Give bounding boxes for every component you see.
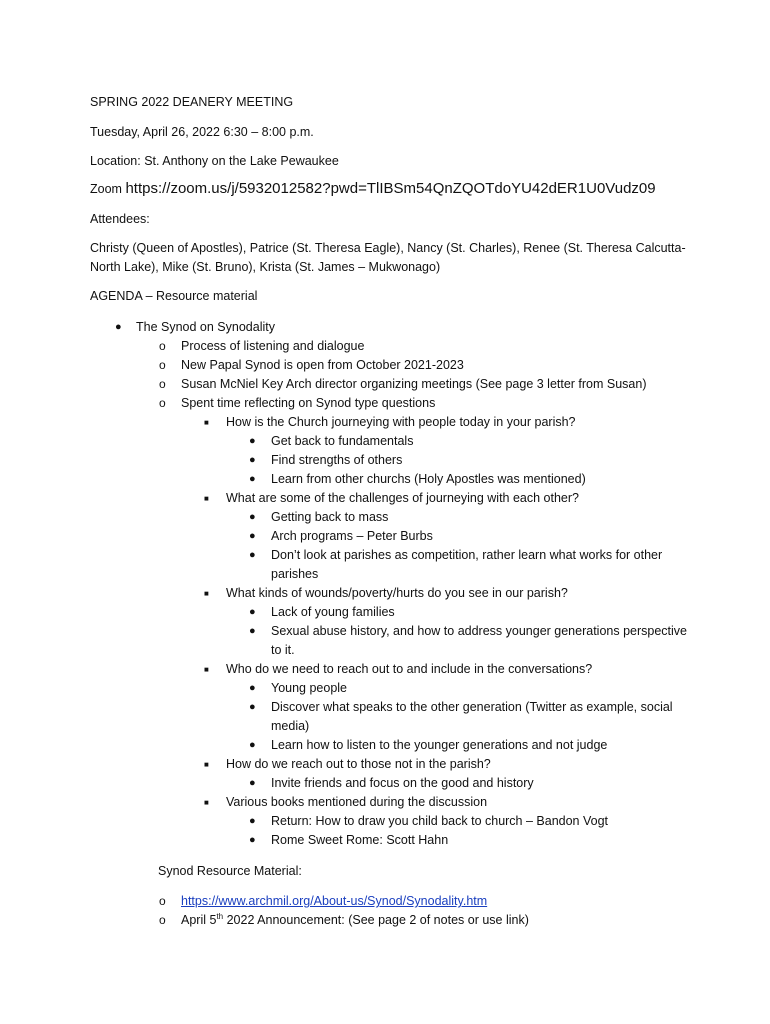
answer-item: ● Rome Sweet Rome: Scott Hahn [271, 831, 696, 850]
answer-item: ● Lack of young families [271, 603, 696, 622]
dot-bullet-icon: ● [249, 511, 256, 523]
dot-bullet-icon: ● [249, 777, 256, 789]
attendees-list: Christy (Queen of Apostles), Patrice (St. Theresa Eagle), Nancy (St. Charles), Renee (St. Theresa Calcutta-North Lake), Mike (St. Bruno), Krista (St. James – Mukwonago) [90, 241, 686, 274]
dot-bullet-icon: ● [249, 435, 256, 447]
agenda-heading: AGENDA – Resource material [90, 289, 258, 303]
synod-points [159, 337, 696, 850]
resources-list [159, 892, 681, 930]
zoom-line [90, 181, 656, 197]
answer-item: ● Learn how to listen to the younger generations and not judge [271, 736, 696, 755]
square-bullet-icon: ■ [204, 760, 209, 769]
list-item: o Susan McNiel Key Arch director organizing meetings (See page 3 letter from Susan) [181, 375, 696, 394]
zoom-label: Zoom [90, 182, 122, 196]
answer-list [249, 812, 696, 850]
dot-bullet-icon: ● [249, 454, 256, 466]
answer-item: ● Young people [271, 679, 696, 698]
answer-list [249, 679, 696, 755]
answer-item: ● Don’t look at parishes as competition, rather learn what works for other parishes [249, 548, 663, 581]
list-item [159, 911, 681, 930]
list-item: o New Papal Synod is open from October 2021-2023 [181, 356, 696, 375]
meeting-title: SPRING 2022 DEANERY MEETING [90, 95, 294, 109]
agenda-list [115, 318, 696, 850]
circle-bullet-icon: o [159, 339, 166, 353]
dot-bullet-icon: ● [249, 549, 256, 561]
answer-item: ● Getting back to mass [271, 508, 696, 527]
meeting-location: Location: St. Anthony on the Lake Pewaukee [90, 154, 339, 168]
dot-bullet-icon: ● [249, 739, 256, 751]
answer-list [249, 774, 696, 793]
dot-bullet-icon: ● [249, 834, 256, 846]
answer-item: ● Return: How to draw you child back to church – Bandon Vogt [271, 812, 696, 831]
synod-title: The Synod on Synodality [136, 320, 275, 334]
dot-bullet-icon: ● [249, 815, 256, 827]
answer-item: ● Discover what speaks to the other generation (Twitter as example, social media) [249, 700, 673, 733]
zoom-url: https://zoom.us/j/5932012582?pwd=TlIBSm54QnZQOTdoYU42dER1U0Vudz09 [125, 180, 656, 197]
dot-bullet-icon: ● [249, 682, 256, 694]
dot-bullet-icon: ● [249, 625, 256, 637]
answer-item: ● Get back to fundamentals [271, 432, 696, 451]
square-bullet-icon: ■ [204, 589, 209, 598]
synodality-link[interactable]: https://www.archmil.org/About-us/Synod/Synodality.htm [181, 894, 488, 908]
answer-list [249, 508, 696, 584]
meeting-datetime: Tuesday, April 26, 2022 6:30 – 8:00 p.m. [90, 125, 314, 139]
dot-bullet-icon: ● [249, 606, 256, 618]
question-item: ■ What kinds of wounds/poverty/hurts do you see in our parish? ● Lack of young families ● Sexual abuse history, and how to address younger generations perspective to it. [226, 584, 696, 660]
question-item: ■ Who do we need to reach out to and include in the conversations? ● Young people ● Discover what speaks to the other generation (Twitter as example, social media) ● Learn how to listen to the younger generations and not judge [226, 660, 696, 755]
question-item: ■ How is the Church journeying with people today in your parish? ● Get back to fundamentals ● Find strengths of others ● Learn from other churchs (Holy Apostles was mentioned) [226, 413, 696, 489]
dot-bullet-icon: ● [249, 530, 256, 542]
question-item: ■ What are some of the challenges of journeying with each other? ● Getting back to mass ● Arch programs – Peter Burbs ● Don’t look at parishes as competition, rather learn what works for other parishes [226, 489, 696, 584]
circle-bullet-icon: o [159, 894, 166, 908]
circle-bullet-icon: o [159, 913, 166, 927]
bullet-icon: ● [115, 321, 122, 333]
answer-item: ● Invite friends and focus on the good and history [271, 774, 696, 793]
square-bullet-icon: ■ [204, 665, 209, 674]
resources-heading: Synod Resource Material: [158, 864, 302, 878]
circle-bullet-icon: o [159, 358, 166, 372]
attendees-heading: Attendees: [90, 212, 150, 226]
question-item: ■ Various books mentioned during the discussion ● Return: How to draw you child back to church – Bandon Vogt ● Rome Sweet Rome: Scott Hahn [226, 793, 696, 850]
list-item: o Spent time reflecting on Synod type questions ■ How is the Church journeying with people today in your parish? ● Get back to fundamentals ● Find strengths of others ● Learn from other churchs (Holy Apostles was mentioned) ■ What are some of the challenges of journeying with each other? ● Getting back to mass ● Arch programs – Peter Burbs ● Don’t look at parishes as competition, rather learn what works for other parishes ■ What kinds of wounds/poverty/hurts do you see in our parish? ● Lack of young families ● Sexual abuse history, and how to address younger generations perspective to it. ■ Who do we need to reach out to and include in the conversations? ● Young people ● Discover what speaks to the other generation (Twitter as example, social media) ● Learn how to listen to the younger generations and not judge ■ How do we reach out to those not in the parish? ● Invite friends and focus on the good and history ■ Various books mentioned during the discussion ● Return: How to draw you child back to church – Bandon Vogt ● Rome Sweet Rome: Scott Hahn [181, 394, 696, 850]
square-bullet-icon: ■ [204, 798, 209, 807]
list-item: o Process of listening and dialogue [181, 337, 696, 356]
announcement-text: April 5th 2022 Announcement: (See page 2 of notes or use link) [181, 911, 529, 927]
question-item: ■ How do we reach out to those not in the parish? ● Invite friends and focus on the good and history [226, 755, 696, 793]
answer-item: ● Find strengths of others [271, 451, 696, 470]
dot-bullet-icon: ● [249, 473, 256, 485]
answer-item: ● Sexual abuse history, and how to address younger generations perspective to it. [249, 624, 687, 657]
answer-list [249, 603, 696, 660]
circle-bullet-icon: o [159, 396, 166, 410]
agenda-item-synod [115, 318, 696, 850]
dot-bullet-icon: ● [249, 701, 256, 713]
list-item [159, 892, 681, 911]
square-bullet-icon: ■ [204, 418, 209, 427]
synod-questions [204, 413, 696, 850]
circle-bullet-icon: o [159, 377, 166, 391]
answer-list [249, 432, 696, 489]
square-bullet-icon: ■ [204, 494, 209, 503]
answer-item: ● Learn from other churchs (Holy Apostles was mentioned) [271, 470, 696, 489]
answer-item: ● Arch programs – Peter Burbs [271, 527, 696, 546]
